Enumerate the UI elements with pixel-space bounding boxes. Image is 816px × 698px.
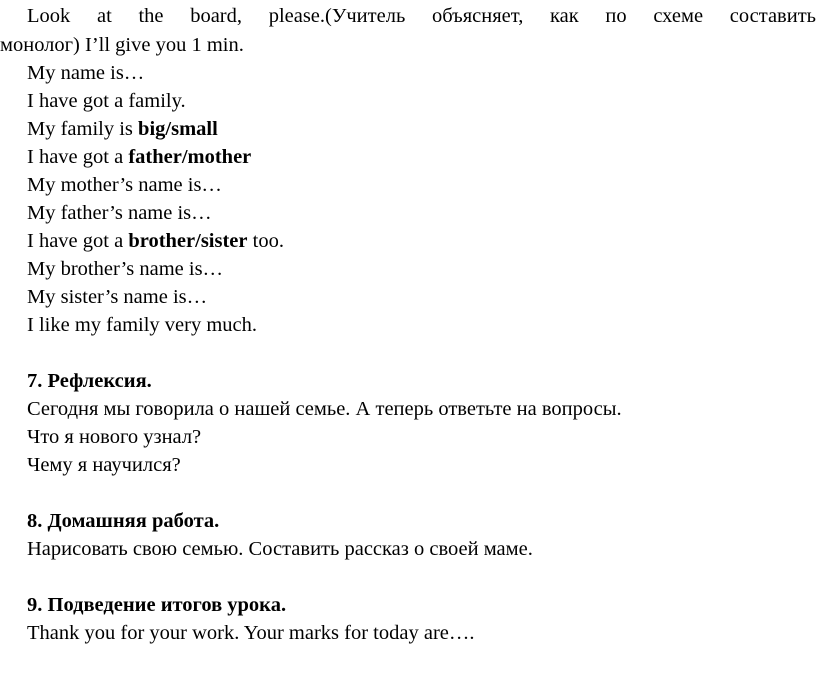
scheme-line: My name is…	[27, 62, 145, 84]
section-7-heading: 7. Рефлексия.	[27, 370, 152, 392]
scheme-line: I have got a brother/sister too.	[27, 230, 284, 252]
scheme-line: My mother’s name is…	[27, 174, 222, 196]
scheme-line: My family is big/small	[27, 118, 218, 140]
section-9-heading: 9. Подведение итогов урока.	[27, 594, 287, 616]
scheme-line: I have got a father/mother	[27, 146, 252, 168]
scheme-line: My father’s name is…	[27, 202, 212, 224]
section-7-text: Сегодня мы говорила о нашей семье. А теперь ответьте на вопросы.	[27, 398, 622, 420]
section-9-text: Thank you for your work. Your marks for today are….	[27, 622, 475, 644]
section-7-text: Чему я научился?	[27, 454, 181, 476]
intro-line-2: монолог) I’ll give you 1 min.	[0, 34, 244, 56]
section-8-text: Нарисовать свою семью. Составить рассказ о своей маме.	[27, 538, 533, 560]
intro-line-1: Look at the board, please.(Учитель объясняет, как по схеме составить	[27, 5, 816, 27]
section-7-text: Что я нового узнал?	[27, 426, 202, 448]
scheme-bold-term: father/mother	[128, 146, 252, 168]
scheme-bold-term: brother/sister	[128, 230, 248, 252]
scheme-line: My brother’s name is…	[27, 258, 224, 280]
section-8-heading: 8. Домашняя работа.	[27, 510, 220, 532]
scheme-line: I have got a family.	[27, 90, 186, 112]
scheme-bold-term: big/small	[138, 118, 218, 140]
scheme-line: I like my family very much.	[27, 314, 257, 336]
scheme-line: My sister’s name is…	[27, 286, 208, 308]
